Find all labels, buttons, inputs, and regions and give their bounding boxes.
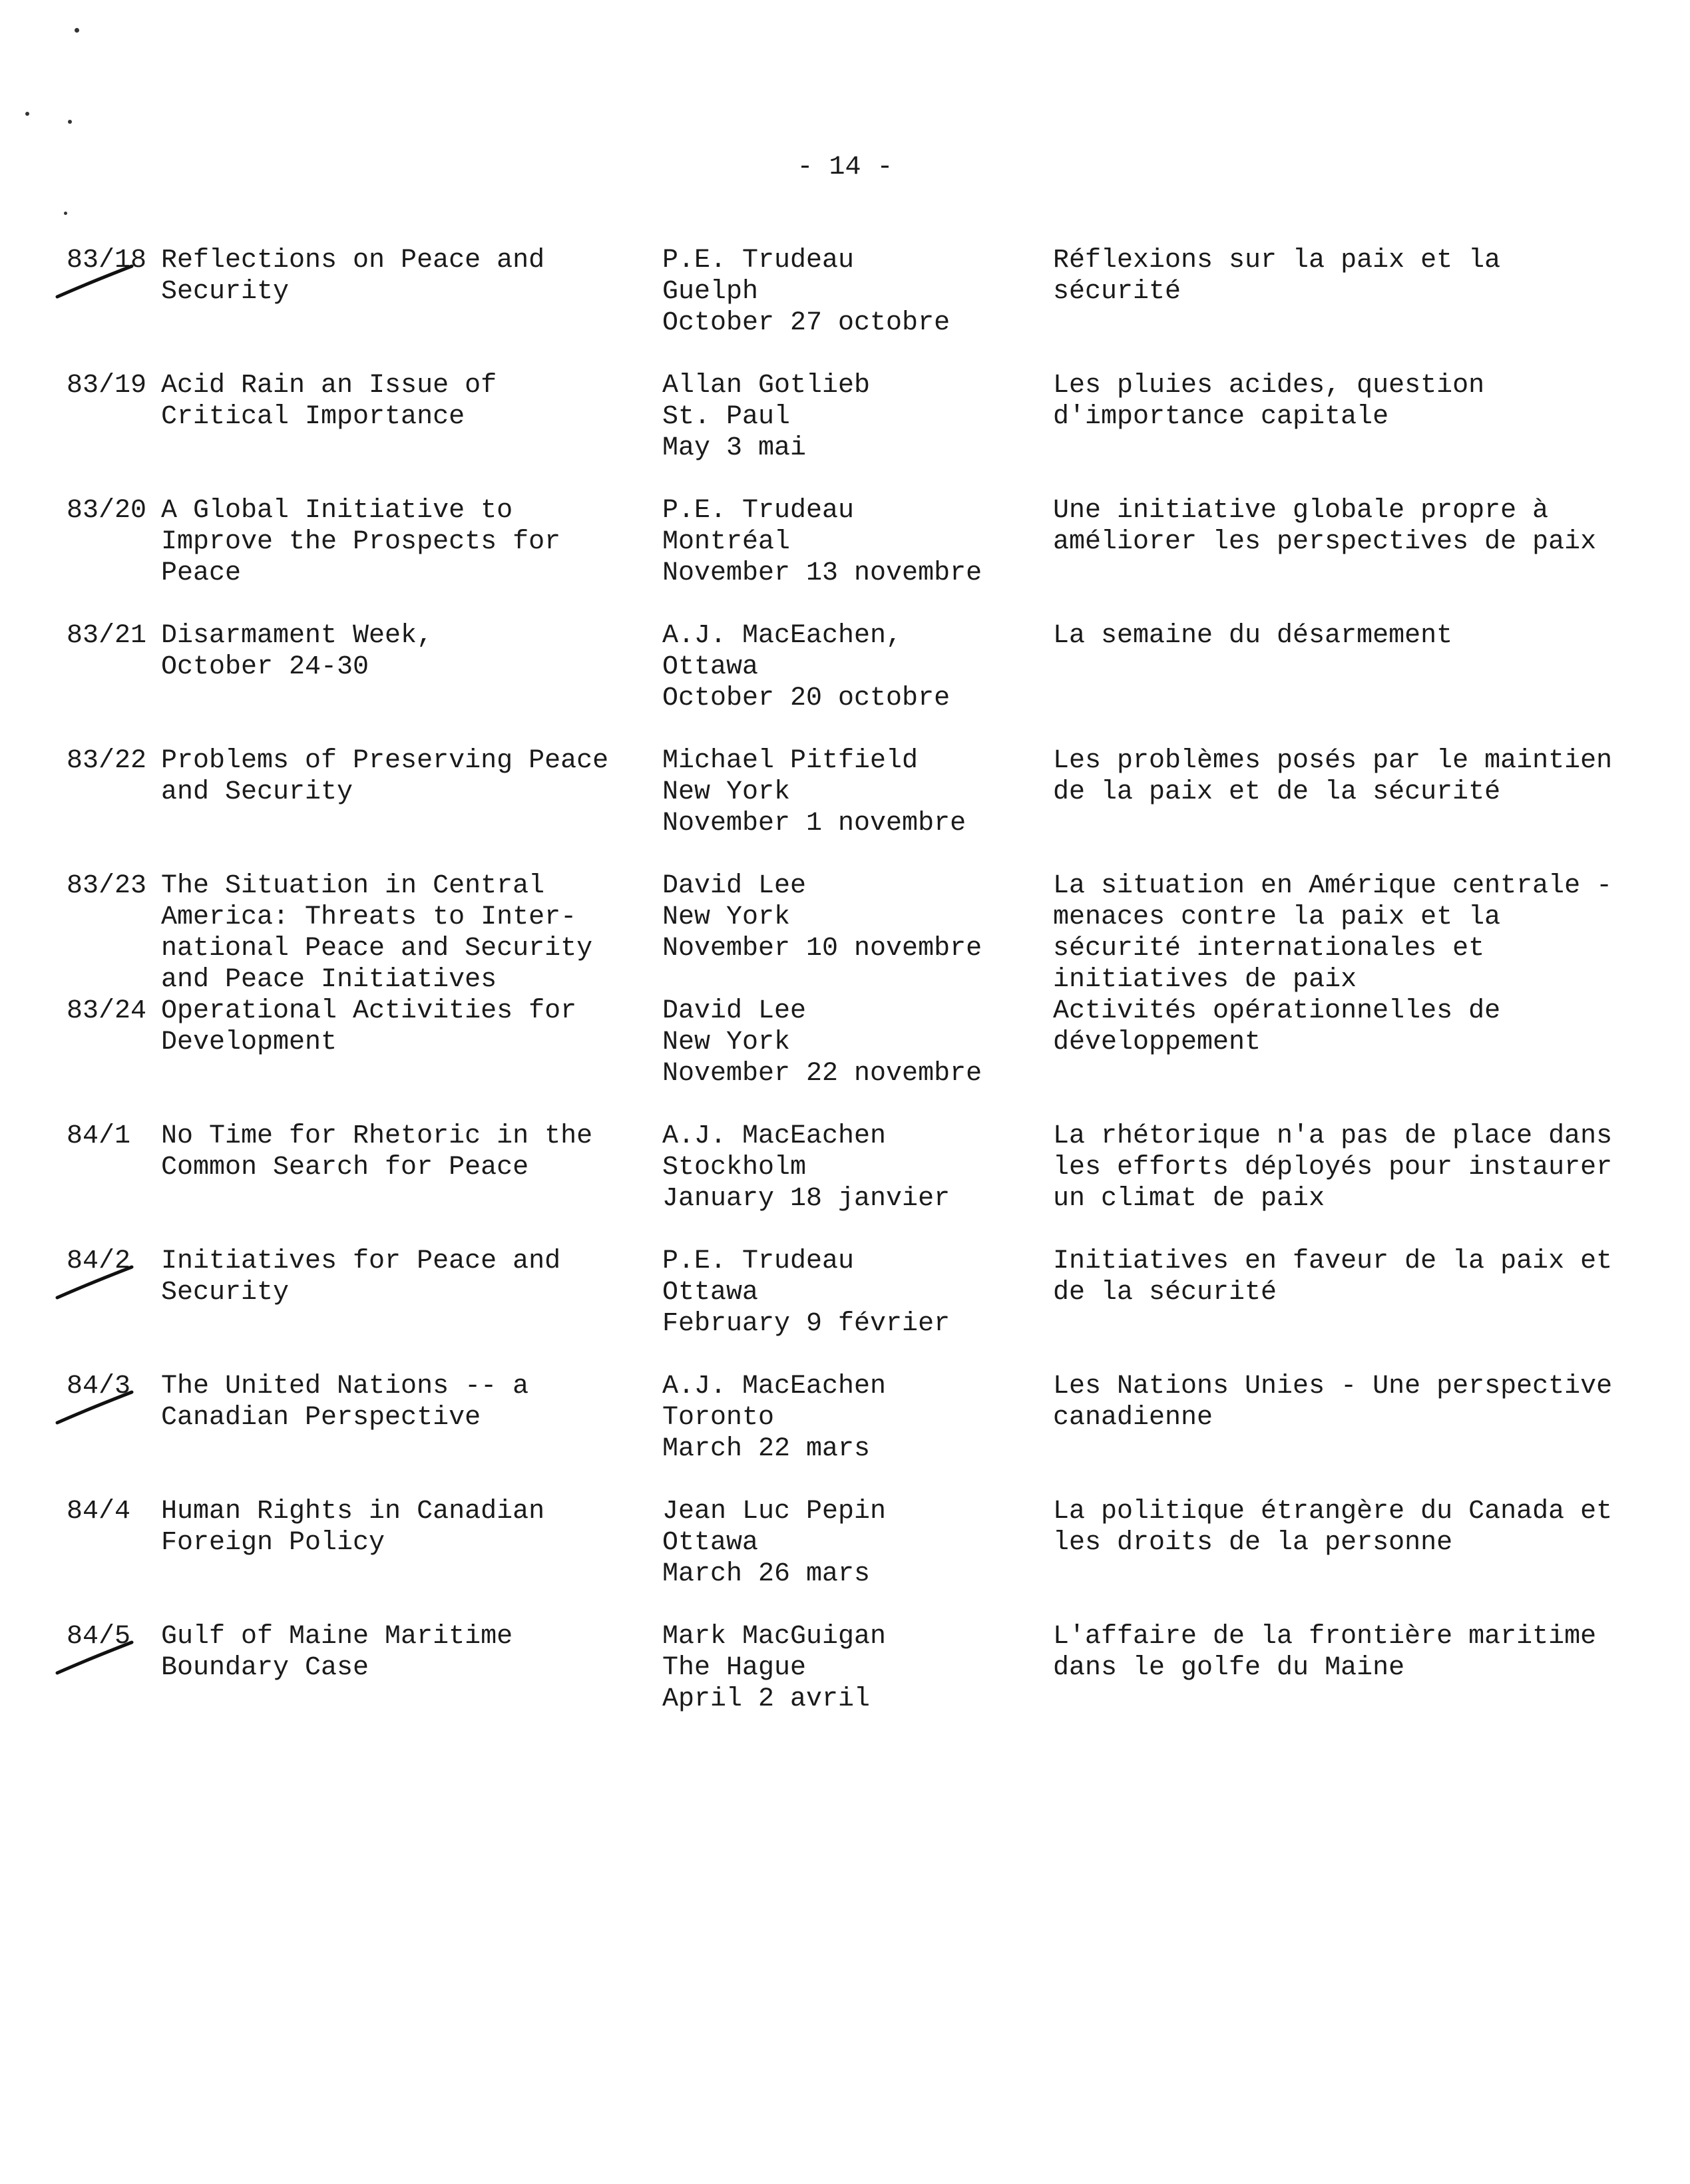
statement-title [161, 245, 680, 307]
speaker-place-date-line: New York [662, 902, 791, 932]
french-title-line: de la paix et de la sécurité [1053, 777, 1501, 807]
statement-number-line: 84/1 [67, 1121, 131, 1151]
page-number: - 14 - [797, 152, 893, 182]
speaker-place-date-line: Toronto [662, 1403, 775, 1433]
statement-number [67, 1496, 160, 1527]
french-title-line: Activités opérationnelles de [1053, 996, 1501, 1026]
scan-speck [68, 120, 72, 124]
statement-number [67, 620, 160, 651]
french-title-line: Les Nations Unies - Une perspective [1053, 1371, 1613, 1401]
statement-title [161, 1121, 680, 1183]
french-title [1053, 870, 1639, 996]
french-title-line: de la sécurité [1053, 1278, 1277, 1308]
speaker-place-date-line: Mark MacGuigan [662, 1622, 887, 1652]
statement-title-line: Acid Rain an Issue of [161, 371, 497, 401]
speech-entry [67, 495, 1624, 620]
scan-speck [25, 112, 29, 116]
statement-number [67, 996, 160, 1027]
speaker-place-date [662, 1371, 1035, 1465]
french-title-line: d'importance capitale [1053, 402, 1389, 432]
statement-title-line: Problems of Preserving Peace [161, 746, 609, 776]
speaker-place-date-line: David Lee [662, 871, 807, 901]
statement-number [67, 495, 160, 526]
speech-entry [67, 1621, 1624, 1746]
statement-number [67, 870, 160, 902]
speaker-place-date-line: A.J. MacEachen [662, 1371, 887, 1401]
french-title [1053, 1121, 1639, 1214]
statement-number-line: 83/24 [67, 996, 147, 1026]
statement-number [67, 745, 160, 777]
speaker-place-date-line: A.J. MacEachen, [662, 621, 903, 651]
speaker-place-date-line: November 22 novembre [662, 1059, 982, 1089]
statement-title [161, 1371, 680, 1433]
statement-number-line: 84/2 [67, 1246, 131, 1276]
speaker-place-date [662, 1621, 1035, 1715]
statement-title-line: and Peace Initiatives [161, 965, 497, 995]
statement-title-line: The United Nations -- a [161, 1371, 529, 1401]
speaker-place-date-line: The Hague [662, 1653, 807, 1683]
speaker-place-date-line: New York [662, 1027, 791, 1057]
statement-number-line: 83/20 [67, 496, 147, 526]
statement-number-line: 84/3 [67, 1371, 131, 1401]
statement-title-line: October 24-30 [161, 652, 369, 682]
statement-title [161, 370, 680, 433]
speech-entry [67, 1371, 1624, 1496]
french-title-line: initiatives de paix [1053, 965, 1357, 995]
statement-title-line: Security [161, 277, 290, 307]
french-title-line: les droits de la personne [1053, 1528, 1453, 1558]
handwritten-check-icon [55, 262, 134, 302]
speaker-place-date-line: St. Paul [662, 402, 791, 432]
statement-title [161, 1246, 680, 1308]
french-title-line: sécurité internationales et [1053, 934, 1485, 964]
speaker-place-date-line: Ottawa [662, 1528, 759, 1558]
statement-title-line: No Time for Rhetoric in the [161, 1121, 593, 1151]
statement-title [161, 870, 680, 996]
speaker-place-date-line: March 26 mars [662, 1559, 871, 1589]
speaker-place-date [662, 745, 1035, 839]
speech-entry [67, 996, 1624, 1121]
statement-number-line: 83/19 [67, 371, 147, 401]
french-title [1053, 996, 1639, 1058]
french-title [1053, 620, 1639, 651]
speech-entry [67, 870, 1624, 996]
french-title [1053, 1621, 1639, 1684]
statement-number [67, 1121, 160, 1152]
french-title-line: sécurité [1053, 277, 1181, 307]
speaker-place-date [662, 370, 1035, 464]
speaker-place-date [662, 245, 1035, 339]
statement-title-line: Disarmament Week, [161, 621, 433, 651]
speaker-place-date-line: November 1 novembre [662, 809, 966, 838]
french-title-line: Les problèmes posés par le maintien [1053, 746, 1613, 776]
scan-speck [75, 28, 79, 33]
statement-number-line: 84/5 [67, 1622, 131, 1652]
speech-entry [67, 1121, 1624, 1246]
statement-title-line: Development [161, 1027, 337, 1057]
speaker-place-date [662, 620, 1035, 714]
speaker-place-date-line: David Lee [662, 996, 807, 1026]
speech-entry [67, 370, 1624, 495]
speech-entry [67, 745, 1624, 870]
french-title-line: un climat de paix [1053, 1184, 1325, 1214]
french-title-line: L'affaire de la frontière maritime [1053, 1622, 1597, 1652]
french-title [1053, 1246, 1639, 1308]
french-title [1053, 495, 1639, 558]
french-title-line: canadienne [1053, 1403, 1213, 1433]
statement-title-line: Common Search for Peace [161, 1153, 529, 1183]
speech-entry [67, 245, 1624, 370]
speaker-place-date-line: October 20 octobre [662, 683, 951, 713]
statement-number-line: 83/18 [67, 246, 147, 275]
statement-title-line: Initiatives for Peace and [161, 1246, 561, 1276]
speech-list [67, 245, 1624, 1746]
speaker-place-date-line: Stockholm [662, 1153, 807, 1183]
statement-title-line: Foreign Policy [161, 1528, 385, 1558]
statement-title-line: Reflections on Peace and [161, 246, 545, 275]
statement-title [161, 1496, 680, 1558]
statement-number-line: 83/21 [67, 621, 147, 651]
statement-title-line: Gulf of Maine Maritime [161, 1622, 513, 1652]
statement-title [161, 620, 680, 683]
speaker-place-date-line: Michael Pitfield [662, 746, 919, 776]
french-title-line: La politique étrangère du Canada et [1053, 1497, 1613, 1527]
speaker-place-date [662, 495, 1035, 589]
speaker-place-date [662, 1121, 1035, 1214]
french-title-line: Initiatives en faveur de la paix et [1053, 1246, 1613, 1276]
french-title-line: La semaine du désarmement [1053, 621, 1453, 651]
statement-title-line: Canadian Perspective [161, 1403, 481, 1433]
statement-number [67, 370, 160, 401]
french-title [1053, 1371, 1639, 1433]
speaker-place-date-line: A.J. MacEachen [662, 1121, 887, 1151]
statement-number-line: 84/4 [67, 1497, 131, 1527]
french-title-line: Les pluies acides, question [1053, 371, 1485, 401]
speech-entry [67, 1496, 1624, 1621]
speaker-place-date-line: P.E. Trudeau [662, 1246, 855, 1276]
statement-title-line: Boundary Case [161, 1653, 369, 1683]
french-title-line: La situation en Amérique centrale - [1053, 871, 1613, 901]
speaker-place-date-line: May 3 mai [662, 433, 807, 463]
speaker-place-date-line: February 9 février [662, 1309, 951, 1339]
french-title [1053, 745, 1639, 808]
speaker-place-date-line: Guelph [662, 277, 759, 307]
statement-number-line: 83/22 [67, 746, 147, 776]
statement-title-line: The Situation in Central [161, 871, 545, 901]
speaker-place-date-line: November 13 novembre [662, 558, 982, 588]
french-title [1053, 370, 1639, 433]
statement-title-line: Peace [161, 558, 242, 588]
speech-entry [67, 620, 1624, 745]
statement-title [161, 1621, 680, 1684]
french-title-line: dans le golfe du Maine [1053, 1653, 1405, 1683]
handwritten-check-icon [55, 1388, 134, 1428]
speech-entry [67, 1246, 1624, 1371]
french-title [1053, 1496, 1639, 1558]
statement-title [161, 745, 680, 808]
french-title-line: les efforts déployés pour instaurer [1053, 1153, 1613, 1183]
statement-title-line: national Peace and Security [161, 934, 593, 964]
french-title-line: Réflexions sur la paix et la [1053, 246, 1501, 275]
french-title-line: développement [1053, 1027, 1261, 1057]
french-title-line: La rhétorique n'a pas de place dans [1053, 1121, 1613, 1151]
speaker-place-date-line: Montréal [662, 527, 791, 557]
french-title [1053, 245, 1639, 307]
speaker-place-date-line: Ottawa [662, 652, 759, 682]
speaker-place-date-line: January 18 janvier [662, 1184, 951, 1214]
speaker-place-date-line: Jean Luc Pepin [662, 1497, 887, 1527]
statement-title-line: and Security [161, 777, 353, 807]
speaker-place-date-line: November 10 novembre [662, 934, 982, 964]
statement-title-line: Operational Activities for [161, 996, 577, 1026]
statement-title-line: A Global Initiative to [161, 496, 513, 526]
french-title-line: améliorer les perspectives de paix [1053, 527, 1597, 557]
statement-title-line: Critical Importance [161, 402, 465, 432]
statement-title [161, 996, 680, 1058]
statement-title-line: America: Threats to Inter- [161, 902, 577, 932]
handwritten-check-icon [55, 1638, 134, 1678]
speaker-place-date-line: P.E. Trudeau [662, 246, 855, 275]
french-title-line: menaces contre la paix et la [1053, 902, 1501, 932]
scan-speck [64, 212, 67, 215]
speaker-place-date-line: March 22 mars [662, 1434, 871, 1464]
speaker-place-date-line: Allan Gotlieb [662, 371, 871, 401]
speaker-place-date [662, 870, 1035, 964]
statement-title-line: Improve the Prospects for [161, 527, 561, 557]
speaker-place-date-line: October 27 octobre [662, 308, 951, 338]
speaker-place-date-line: Ottawa [662, 1278, 759, 1308]
statement-title-line: Human Rights in Canadian [161, 1497, 545, 1527]
speaker-place-date [662, 1496, 1035, 1590]
handwritten-check-icon [55, 1263, 134, 1303]
speaker-place-date [662, 996, 1035, 1089]
speaker-place-date [662, 1246, 1035, 1340]
statement-number-line: 83/23 [67, 871, 147, 901]
speaker-place-date-line: April 2 avril [662, 1684, 871, 1714]
speaker-place-date-line: New York [662, 777, 791, 807]
statement-title [161, 495, 680, 589]
french-title-line: Une initiative globale propre à [1053, 496, 1549, 526]
statement-title-line: Security [161, 1278, 290, 1308]
speaker-place-date-line: P.E. Trudeau [662, 496, 855, 526]
